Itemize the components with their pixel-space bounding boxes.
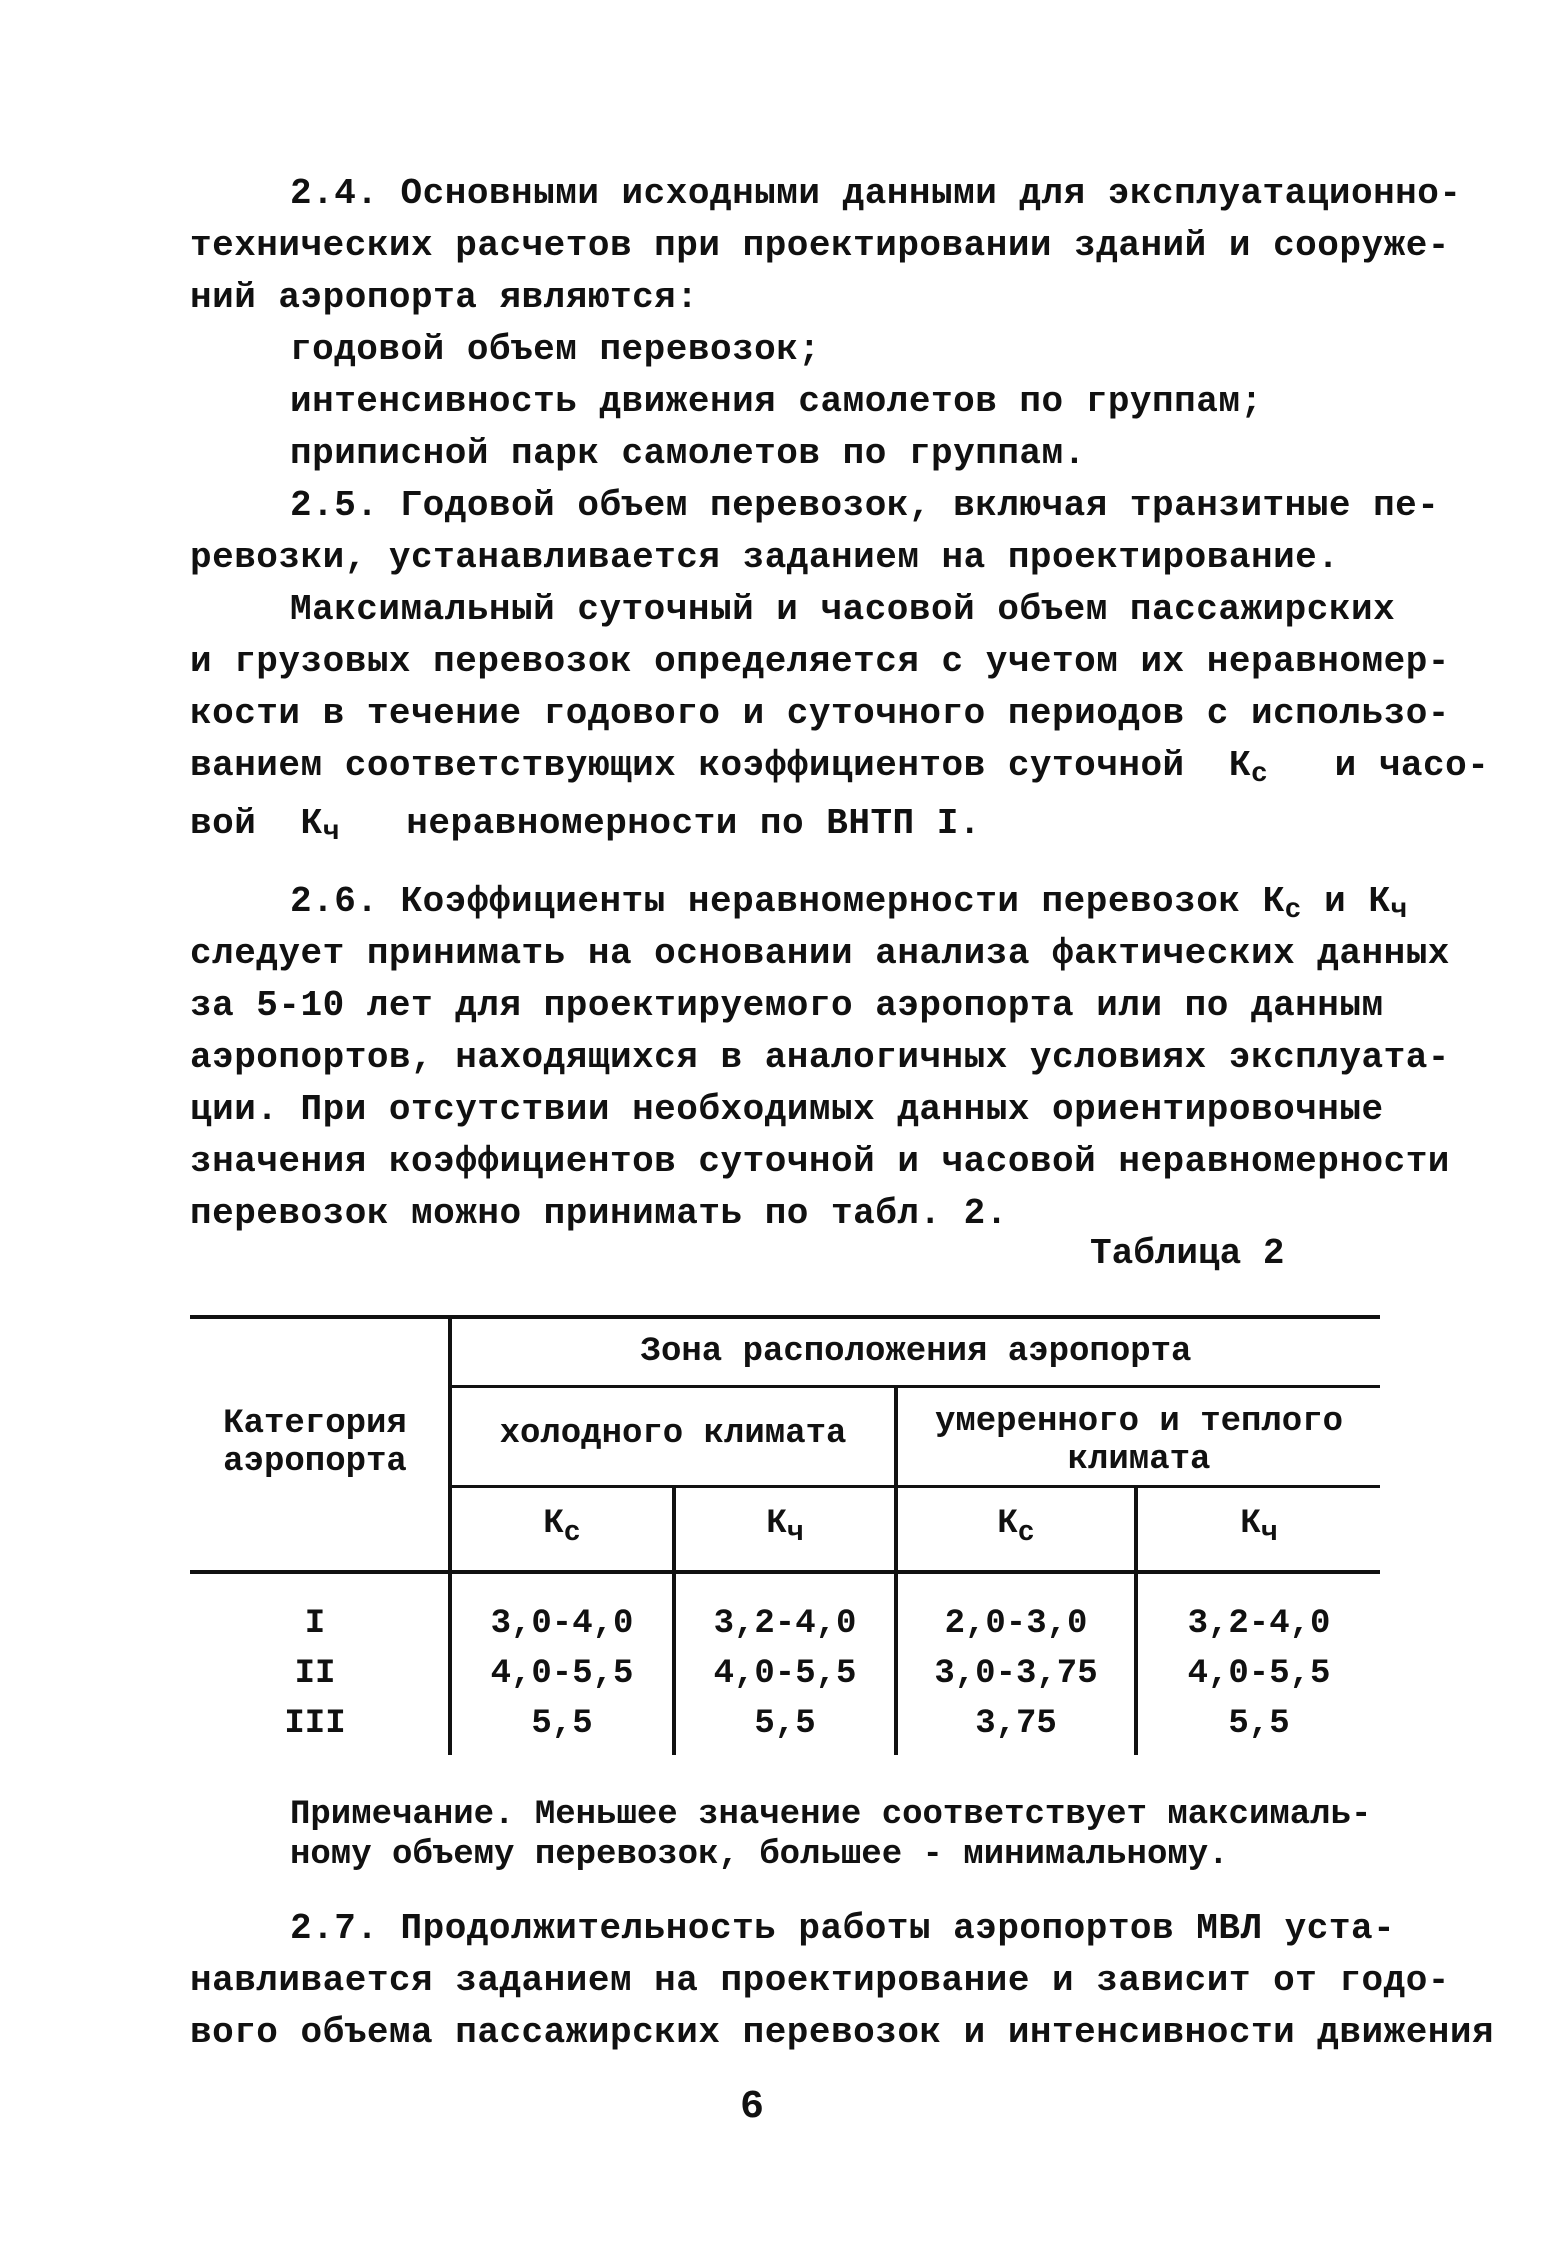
table-cell: 2,0-3,0 (944, 1605, 1088, 1643)
header-cold: холодного климата (499, 1415, 847, 1453)
coefficients-table (190, 1315, 1390, 1755)
table-zone-rule (452, 1385, 1380, 1388)
table-cell: 3,2-4,0 (1187, 1605, 1331, 1643)
p24-line-5: интенсивность движения самолетов по группам; (290, 381, 1263, 422)
table-note-line-1: Примечание. Меньшее значение соответствует максималь- (290, 1796, 1372, 1834)
p25b-line-4-text: ванием соответствующих коэффициентов суточной (190, 745, 1185, 786)
p27-line-1: 2.7. Продолжительность работы аэропортов МВЛ уста- (290, 1908, 1396, 1949)
table-row-category: I (304, 1605, 326, 1643)
table-cell: 3,0-3,75 (934, 1655, 1098, 1693)
table-cell: 3,2-4,0 (713, 1605, 857, 1643)
table-row-category: III (284, 1705, 346, 1743)
p26-line-1: 2.6. Коэффициенты неравномерности перевозок $К_с$ и $К_ч$ (290, 881, 1408, 926)
p25b-line-5: вой $К_ч$ неравномерности по ВНТП I. (190, 803, 981, 848)
p27-line-2: навливается заданием на проектирование и зависит от годо- (190, 1960, 1450, 2001)
p26-line-5: ции. При отсутствии необходимых данных ориентировочные (190, 1089, 1384, 1130)
kch-symbol: $К_ч$ (300, 803, 340, 848)
p26-line-6: значения коэффициентов суточной и часовой неравномерности (190, 1141, 1450, 1182)
table-cell: 4,0-5,5 (1187, 1655, 1331, 1693)
p25-line-2: ревозки, устанавливается заданием на проектирование. (190, 537, 1340, 578)
p24-line-2: технических расчетов при проектировании зданий и сооруже- (190, 225, 1450, 266)
p25b-line-2: и грузовых перевозок определяется с учетом их неравномер- (190, 641, 1450, 682)
kc-symbol: $К_с$ (1228, 745, 1269, 790)
table-cell: 4,0-5,5 (713, 1655, 857, 1693)
page-number: 6 (740, 2085, 765, 2130)
p25b-line-4 (190, 742, 1490, 793)
p26-line-2: следует принимать на основании анализа фактических данных (190, 933, 1450, 974)
table-cell: 4,0-5,5 (490, 1655, 634, 1693)
table-caption: Таблица 2 (1090, 1233, 1285, 1274)
p25b-line-4-end: и часо- (1334, 745, 1490, 786)
p24-line-1: 2.4. Основными исходными данными для эксплуатационно- (290, 173, 1462, 214)
table-note-line-2: ному объему перевозок, большее - минимальному. (290, 1836, 1229, 1874)
kch-symbol-2: $К_ч$ (1368, 881, 1408, 926)
header-warm: умеренного и теплого климата (934, 1403, 1344, 1479)
header-zone: Зона расположения аэропорта (640, 1333, 1192, 1371)
header-category: Категория аэропорта (223, 1405, 407, 1481)
p24-line-3: ний аэропорта являются: (190, 277, 699, 318)
p24-line-6: приписной парк самолетов по группам. (290, 433, 1086, 474)
table-header-bottom-rule (190, 1570, 1380, 1574)
kc-symbol-2: $К_с$ (1262, 881, 1302, 926)
p25b-line-3: кости в течение годового и суточного периодов с использо- (190, 693, 1450, 734)
header-warm-kc: $К_с$ (997, 1505, 1035, 1549)
table-cell: 3,75 (975, 1705, 1057, 1743)
table-row-category: II (294, 1655, 336, 1693)
p26-line-7: перевозок можно принимать по табл. 2. (190, 1193, 1008, 1234)
p25b-line-1: Максимальный суточный и часовой объем пассажирских (290, 589, 1396, 630)
table-cell: 5,5 (531, 1705, 593, 1743)
header-cold-kch: $К_ч$ (766, 1505, 804, 1549)
p26-line-4: аэропортов, находящихся в аналогичных условиях эксплуата- (190, 1037, 1450, 1078)
p24-line-4: годовой объем перевозок; (290, 329, 821, 370)
p25-line-1: 2.5. Годовой объем перевозок, включая транзитные пе- (290, 485, 1440, 526)
table-top-rule (190, 1315, 1380, 1319)
header-warm-kch: $К_ч$ (1240, 1505, 1278, 1549)
table-cell: 5,5 (754, 1705, 816, 1743)
p26-line-3: за 5-10 лет для проектируемого аэропорта или по данным (190, 985, 1384, 1026)
table-cell: 5,5 (1228, 1705, 1290, 1743)
table-cell: 3,0-4,0 (490, 1605, 634, 1643)
p27-line-3: вого объема пассажирских перевозок и интенсивности движения (190, 2012, 1495, 2053)
table-subheader-rule (452, 1485, 1380, 1488)
header-cold-kc: $К_с$ (543, 1505, 581, 1549)
